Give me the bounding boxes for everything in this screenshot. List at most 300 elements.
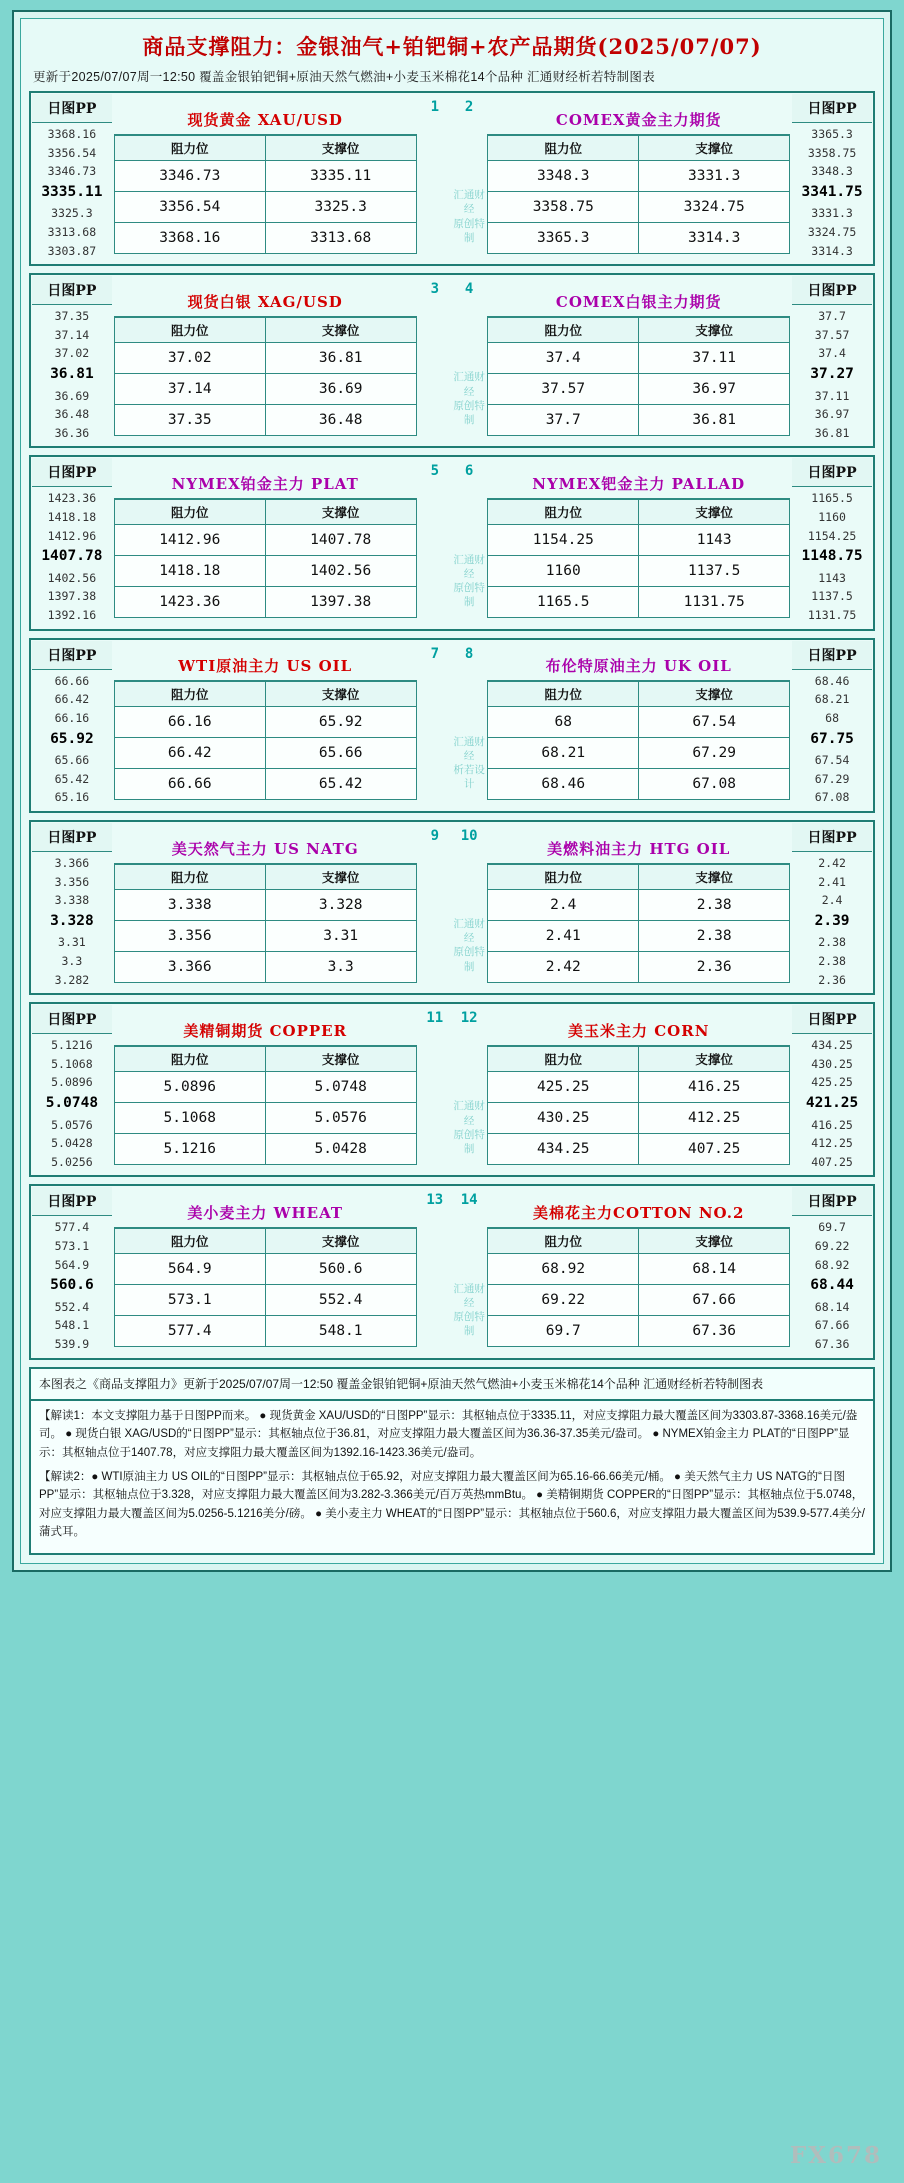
pp-column-right [791,1003,874,1176]
levels-table [114,499,417,618]
resistance-header: 阻力位 [488,682,639,707]
table-row [488,769,790,800]
instrument-block-table [29,273,875,448]
pp-value: 36.69 [54,388,90,403]
pp-list [792,487,872,627]
pp-value: 3303.87 [47,243,97,258]
support-value: 65.42 [265,769,416,800]
outer-frame [12,10,892,1572]
instrument-block [29,91,875,266]
resistance-value: 3356.54 [114,191,265,222]
support-value: 36.81 [265,342,416,373]
support-value: 36.69 [265,373,416,404]
support-header: 支撑位 [265,500,416,525]
levels-header-row [114,1229,416,1254]
pp-value: 3358.75 [807,145,857,160]
pp-list [792,123,872,263]
table-row [488,1285,790,1316]
resistance-value: 66.16 [114,707,265,738]
table-row [114,1133,416,1164]
block-index-left: 3 [430,281,440,298]
pp-value: 67.29 [814,771,850,786]
levels-header-row [488,500,790,525]
instrument-title: 美天然气主力 US NATG [114,833,417,864]
pp-value: 5.0748 [45,1095,99,1112]
pp-value: 36.36 [54,425,90,440]
pp-value: 1418.18 [47,510,97,525]
pp-value: 1131.75 [807,608,857,623]
pp-list [32,1216,112,1356]
instrument-title: 现货黄金 XAU/USD [114,104,417,135]
table-row [114,769,416,800]
support-header: 支撑位 [639,1229,790,1254]
support-header: 支撑位 [639,135,790,160]
resistance-value: 68 [488,707,639,738]
support-header: 支撑位 [639,1046,790,1071]
table-row [488,889,790,920]
pp-list [792,305,872,445]
blocks-container [29,91,875,1360]
pp-value: 1143 [818,570,846,585]
resistance-value: 3.338 [114,889,265,920]
pp-value: 67.66 [814,1318,850,1333]
block-index-left: 11 [426,1010,444,1027]
support-value: 36.97 [639,373,790,404]
table-row [114,738,416,769]
pp-value: 3368.16 [47,127,97,141]
levels-table [114,681,417,800]
pp-value: 69.7 [818,1220,846,1235]
pp-value: 36.81 [814,425,850,440]
table-row [114,1316,416,1347]
instrument-title: 美燃料油主力 HTG OIL [487,833,790,864]
instrument-title: NYMEX钯金主力 PALLAD [487,468,790,499]
instrument-title: COMEX白银主力期货 [487,286,790,317]
pp-header: 日图PP [32,1187,112,1216]
pp-value: 1160 [818,510,846,525]
resistance-header: 阻力位 [114,1046,265,1071]
support-value: 65.92 [265,707,416,738]
resistance-value: 1165.5 [488,587,639,618]
pp-value: 37.14 [54,327,90,342]
pp-value: 3325.3 [51,206,93,221]
support-value: 1397.38 [265,587,416,618]
pp-list [32,670,112,810]
support-value: 407.25 [639,1133,790,1164]
resistance-value: 69.22 [488,1285,639,1316]
resistance-value: 5.0896 [114,1071,265,1102]
resistance-value: 573.1 [114,1285,265,1316]
block-index-left: 13 [426,1192,444,1209]
pp-list [792,852,872,992]
resistance-header: 阻力位 [488,135,639,160]
resistance-value: 3346.73 [114,160,265,191]
pp-value: 3.356 [54,874,90,889]
watermark-text: 汇通财经 析若设计 [453,735,485,791]
instrument-block [29,1184,875,1359]
pp-value: 1397.38 [47,589,97,604]
resistance-value: 66.42 [114,738,265,769]
resistance-header: 阻力位 [488,317,639,342]
pp-value: 65.66 [54,753,90,768]
pp-value: 65.16 [54,790,90,805]
resistance-value: 3.366 [114,951,265,982]
table-row [488,1316,790,1347]
table-row [114,951,416,982]
pp-value: 37.27 [810,366,854,383]
levels-table [114,317,417,436]
pp-value: 65.92 [50,730,94,747]
pp-value: 1402.56 [47,570,97,585]
support-header: 支撑位 [639,500,790,525]
block-index-right: 8 汇通财经 析若设计 [453,645,485,791]
table-row [114,342,416,373]
pp-value: 3314.3 [811,243,853,258]
pp-value: 3.3 [61,953,83,968]
pp-value: 68.21 [814,692,850,707]
support-header: 支撑位 [265,864,416,889]
pp-value: 66.16 [54,710,90,725]
corner-watermark: FX678 [789,2142,882,2169]
pp-value: 573.1 [54,1239,90,1254]
pp-column-right [791,274,874,447]
watermark-text: 汇通财经 原创特制 [453,553,485,609]
pp-column-right [791,821,874,994]
support-value: 5.0576 [265,1102,416,1133]
instrument-right [486,639,791,812]
resistance-value: 37.57 [488,373,639,404]
levels-table [114,1228,417,1347]
levels-table [487,681,790,800]
table-row [488,160,790,191]
resistance-value: 2.42 [488,951,639,982]
pp-value: 2.39 [814,912,850,929]
pp-header: 日图PP [792,823,872,852]
table-row [114,556,416,587]
pp-value: 67.54 [814,753,850,768]
pp-value: 1423.36 [47,491,97,506]
pp-value: 65.42 [54,771,90,786]
pp-value: 5.1216 [51,1038,93,1053]
pp-value: 2.36 [818,972,846,987]
pp-value: 421.25 [805,1095,859,1112]
table-row [488,373,790,404]
pp-value: 539.9 [54,1337,90,1352]
pp-list [792,1216,872,1356]
levels-header-row [488,864,790,889]
levels-table [487,1228,790,1347]
instrument-left [113,639,418,812]
pp-column-left [30,821,113,994]
pp-value: 2.42 [818,855,846,870]
support-value: 5.0428 [265,1133,416,1164]
instrument-right [486,821,791,994]
pp-value: 68.14 [814,1299,850,1314]
resistance-value: 68.21 [488,738,639,769]
support-value: 3324.75 [639,191,790,222]
instrument-block-table [29,638,875,813]
instrument-right [486,456,791,629]
pp-value: 36.48 [54,407,90,422]
table-row [488,587,790,618]
support-value: 68.14 [639,1254,790,1285]
instrument-block-table [29,820,875,995]
pp-value: 1392.16 [47,608,97,623]
inner-frame [20,18,884,1564]
pp-value: 37.02 [54,346,90,361]
legend-block [29,1401,875,1555]
pp-column-right [791,1185,874,1358]
table-row [114,222,416,253]
pp-header: 日图PP [792,276,872,305]
resistance-value: 1423.36 [114,587,265,618]
instrument-block [29,273,875,448]
instrument-left [113,1185,418,1358]
table-row [114,1285,416,1316]
support-value: 67.66 [639,1285,790,1316]
pp-value: 412.25 [811,1136,853,1151]
table-row [114,1071,416,1102]
pp-value: 37.4 [818,346,846,361]
block-index-right: 2 汇通财经 原创特制 [453,99,485,244]
support-header: 支撑位 [639,682,790,707]
pp-header: 日图PP [792,641,872,670]
support-header: 支撑位 [639,864,790,889]
pp-value: 430.25 [811,1056,853,1071]
pp-value: 37.7 [818,309,846,324]
pp-column-left [30,456,113,629]
resistance-value: 1418.18 [114,556,265,587]
pp-list [32,487,112,627]
pp-list [32,1034,112,1174]
pp-header: 日图PP [32,1005,112,1034]
pp-header: 日图PP [32,823,112,852]
instrument-block-table [29,91,875,266]
levels-table [114,135,417,254]
block-index-right: 4 汇通财经 原创特制 [453,281,485,426]
pp-list [32,123,112,263]
table-row [114,525,416,556]
support-value: 1402.56 [265,556,416,587]
support-value: 36.48 [265,404,416,435]
pp-value: 1154.25 [807,528,857,543]
pp-header: 日图PP [32,276,112,305]
block-index-right: 14 汇通财经 原创特制 [453,1192,485,1338]
block-index-right: 6 汇通财经 原创特制 [453,463,485,609]
table-row [114,160,416,191]
resistance-value: 37.14 [114,373,265,404]
resistance-value: 3368.16 [114,222,265,253]
resistance-value: 577.4 [114,1316,265,1347]
pp-header: 日图PP [792,458,872,487]
pp-value: 3324.75 [807,224,857,239]
support-header: 支撑位 [639,317,790,342]
table-row [114,404,416,435]
support-value: 2.38 [639,889,790,920]
resistance-header: 阻力位 [488,500,639,525]
levels-table [487,317,790,436]
pp-value: 69.22 [814,1239,850,1254]
resistance-value: 37.02 [114,342,265,373]
levels-header-row [114,135,416,160]
levels-table [114,864,417,983]
table-row [114,889,416,920]
resistance-value: 3.356 [114,920,265,951]
pp-value: 3341.75 [801,183,863,200]
pp-column-left [30,1003,113,1176]
support-header: 支撑位 [265,1046,416,1071]
resistance-value: 37.4 [488,342,639,373]
support-header: 支撑位 [265,317,416,342]
pp-value: 68.46 [814,673,850,688]
resistance-value: 3348.3 [488,160,639,191]
pp-value: 67.36 [814,1337,850,1352]
instrument-title: 美棉花主力COTTON NO.2 [487,1197,790,1228]
page-title: 商品支撑阻力：金银油气+铂钯铜+农产品期货(2025/07/07) [142,34,762,59]
block-index-left: 5 [430,463,440,480]
resistance-value: 37.7 [488,404,639,435]
support-value: 67.29 [639,738,790,769]
instrument-right [486,1185,791,1358]
pp-value: 1407.78 [41,548,103,565]
levels-header-row [488,317,790,342]
support-value: 5.0748 [265,1071,416,1102]
table-row [488,738,790,769]
pp-value: 425.25 [811,1075,853,1090]
pp-value: 1165.5 [811,491,853,506]
resistance-value: 3358.75 [488,191,639,222]
pp-value: 2.4 [821,893,843,908]
table-row [488,920,790,951]
levels-table [487,864,790,983]
levels-header-row [114,864,416,889]
page-subtitle: 更新于2025/07/07周一12:50 覆盖金银铂钯铜+原油天然气燃油+小麦玉米棉花14个品种 汇通财经析若特制图表 [33,70,655,84]
resistance-header: 阻力位 [114,317,265,342]
resistance-value: 37.35 [114,404,265,435]
instrument-title: NYMEX铂金主力 PLAT [114,468,417,499]
instrument-left [113,1003,418,1176]
instrument-block [29,638,875,813]
support-value: 67.36 [639,1316,790,1347]
pp-value: 2.38 [818,935,846,950]
support-value: 67.54 [639,707,790,738]
resistance-header: 阻力位 [488,864,639,889]
support-value: 3335.11 [265,160,416,191]
instrument-title: 美小麦主力 WHEAT [114,1197,417,1228]
pp-value: 3.338 [54,893,90,908]
pp-column-right [791,92,874,265]
table-row [114,707,416,738]
pp-value: 3313.68 [47,224,97,239]
legend-line-2: 【解读2：● WTI原油主力 US OIL的“日图PP”显示：其枢轴点位于65.92，对应支撑阻力最大覆盖区间为65.16-66.66美元/桶。 ● 美天然气主力 US NATG的“日图PP”显示：其枢轴点位于3.328，对应支撑阻力最大覆盖区间为3.282-3.366美元/百万英热mmBtu。 ● 美精铜期货 COPPER的“日图PP”显示：其枢轴点位于5.0748，对应支撑阻力最大覆盖区间为5.0256-5.1216美分/磅。 ● 美小麦主力 WHEAT的“日图PP”显示：其枢轴点位于560.6，对应支撑阻力最大覆盖区间为539.9-577.4美分/蒲式耳。 [39,1470,865,1539]
pp-column-right [791,639,874,812]
resistance-header: 阻力位 [114,135,265,160]
support-value: 3331.3 [639,160,790,191]
instrument-right [486,1003,791,1176]
table-row [488,1133,790,1164]
pp-column-left [30,92,113,265]
pp-value: 564.9 [54,1257,90,1272]
levels-header-row [114,500,416,525]
table-row [488,342,790,373]
pp-value: 5.0576 [51,1117,93,1132]
levels-header-row [488,682,790,707]
pp-list [792,1034,872,1174]
pp-value: 3.328 [50,912,94,929]
instrument-block-table [29,1002,875,1177]
instrument-title: 美精铜期货 COPPER [114,1015,417,1046]
pp-value: 66.42 [54,692,90,707]
support-value: 3325.3 [265,191,416,222]
pp-value: 3335.11 [41,183,103,200]
support-value: 37.11 [639,342,790,373]
levels-table [114,1046,417,1165]
support-header: 支撑位 [265,1229,416,1254]
support-value: 2.38 [639,920,790,951]
instrument-title: 布伦特原油主力 UK OIL [487,650,790,681]
resistance-value: 68.92 [488,1254,639,1285]
resistance-header: 阻力位 [114,864,265,889]
pp-value: 1148.75 [801,548,863,565]
pp-value: 3.282 [54,972,90,987]
resistance-header: 阻力位 [114,500,265,525]
support-value: 1407.78 [265,525,416,556]
support-value: 65.66 [265,738,416,769]
pp-value: 1412.96 [47,528,97,543]
instrument-title: 现货白银 XAG/USD [114,286,417,317]
table-row [488,1071,790,1102]
pp-value: 552.4 [54,1299,90,1314]
watermark-text: 汇通财经 原创特制 [453,1100,485,1155]
resistance-value: 1412.96 [114,525,265,556]
resistance-value: 68.46 [488,769,639,800]
support-value: 3314.3 [639,222,790,253]
pp-value: 3.366 [54,855,90,870]
watermark-text: 汇通财经 原创特制 [453,371,485,426]
resistance-header: 阻力位 [114,682,265,707]
resistance-value: 1154.25 [488,525,639,556]
pp-column-left [30,1185,113,1358]
instrument-title: 美玉米主力 CORN [487,1015,790,1046]
support-value: 548.1 [265,1316,416,1347]
pp-value: 66.66 [54,673,90,688]
pp-value: 2.38 [818,953,846,968]
pp-value: 37.35 [54,309,90,324]
pp-value: 1137.5 [811,589,853,604]
table-row [488,222,790,253]
resistance-value: 3365.3 [488,222,639,253]
pp-value: 68 [825,710,839,725]
resistance-value: 66.66 [114,769,265,800]
table-row [488,525,790,556]
instrument-left [113,92,418,265]
support-value: 560.6 [265,1254,416,1285]
table-row [488,707,790,738]
instrument-right [486,274,791,447]
instrument-left [113,821,418,994]
support-value: 3.31 [265,920,416,951]
resistance-value: 69.7 [488,1316,639,1347]
legend-line-1: 【解读1：本文支撑阻力基于日图PP而来。 ● 现货黄金 XAU/USD的“日图PP”显示：其枢轴点位于3335.11，对应支撑阻力最大覆盖区间为3303.87-3368.16美元/盎司。 ● 现货白银 XAG/USD的“日图PP”显示：其枢轴点位于36.81，对应支撑阻力最大覆盖区间为36.36-37.35美元/盎司。 ● NYMEX铂金主力 PLAT的“日图PP”显示：其枢轴点位于1407.78，对应支撑阻力最大覆盖区间为1392.16-1423.36美元/盎司。 [39,1409,858,1459]
support-value: 1131.75 [639,587,790,618]
instrument-block-table [29,1184,875,1359]
resistance-value: 1160 [488,556,639,587]
instrument-block [29,455,875,630]
table-row [488,556,790,587]
pp-header: 日图PP [32,458,112,487]
watermark-text: 汇通财经 原创特制 [453,189,485,244]
instrument-title: COMEX黄金主力期货 [487,104,790,135]
